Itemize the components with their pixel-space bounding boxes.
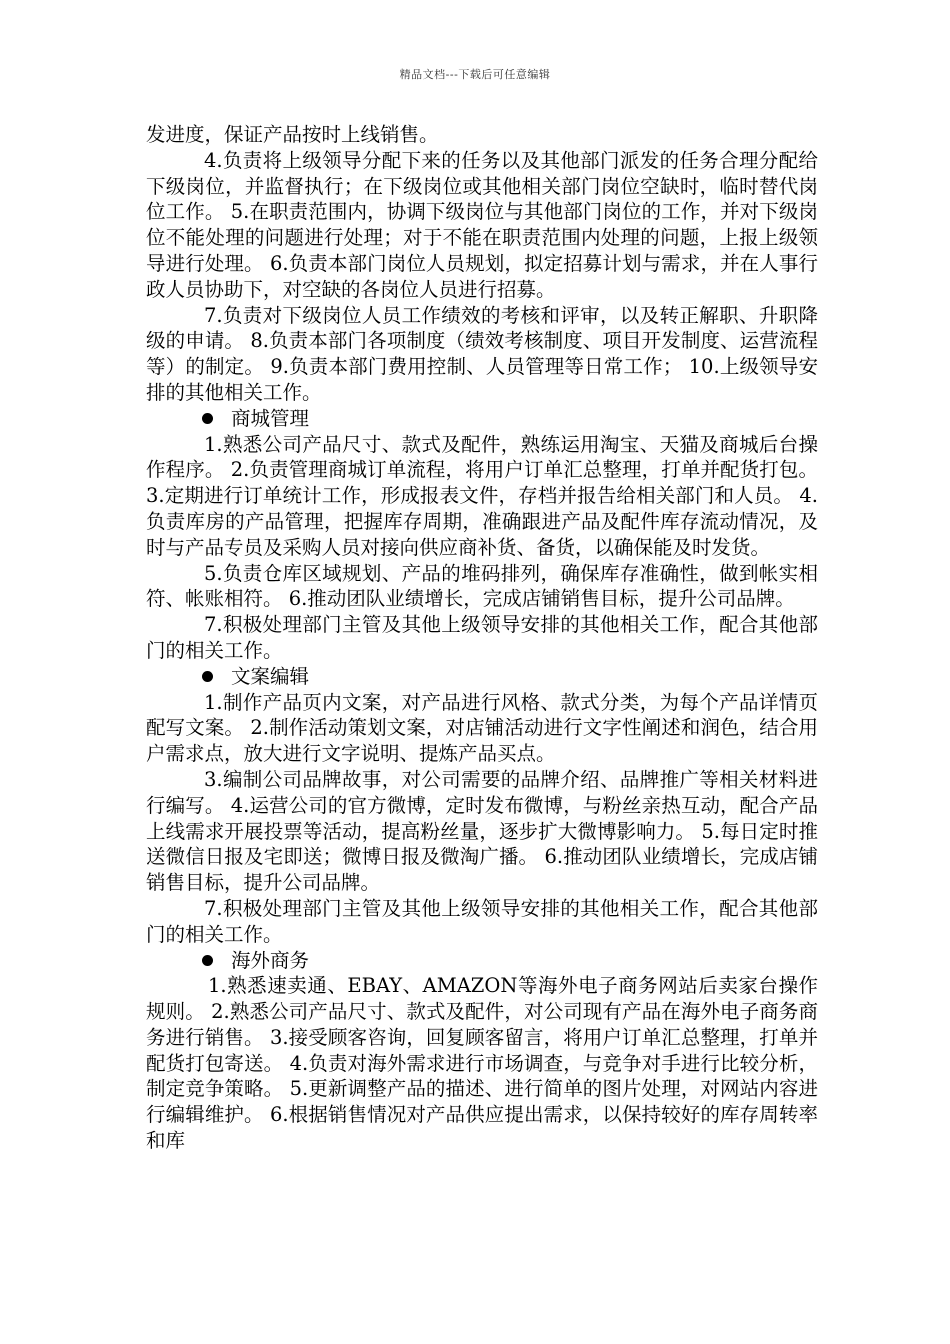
section-heading-mall-management (146, 406, 818, 432)
paragraph: 7.积极处理部门主管及其他上级领导安排的其他相关工作，配合其他部门的相关工作。 (146, 896, 818, 946)
paragraph: 5.负责仓库区域规划、产品的堆码排列，确保库存准确性，做到帐实相符、帐账相符。 6.推动团队业绩增长，完成店铺销售目标，提升公司品牌。 (146, 561, 818, 611)
document-body (146, 122, 818, 1154)
bullet-icon (202, 955, 213, 966)
paragraph: 发进度，保证产品按时上线销售。 (146, 123, 439, 146)
section-heading-label: 海外商务 (231, 948, 310, 972)
paragraph: 3.编制公司品牌故事，对公司需要的品牌介绍、品牌推广等相关材料进行编写。 4.运营公司的官方微博，定时发布微博，与粉丝亲热互动，配合产品上线需求开展投票等活动，提高粉丝量，逐步扩大微博影响力。 5.每日定时推送微信日报及宅即送；微博日报及微淘广播。 6.推动团队业绩增长，完成店铺销售目标，提升公司品牌。 (146, 767, 818, 895)
section-heading-copywriting (146, 664, 818, 690)
paragraph: 1.制作产品页内文案，对产品进行风格、款式分类，为每个产品详情页配写文案。 2.制作活动策划文案，对店铺活动进行文字性阐述和润色，结合用户需求点，放大进行文字说明、提炼产品买点。 (146, 690, 818, 766)
section-heading-label: 文案编辑 (231, 664, 310, 688)
paragraph: 7.负责对下级岗位人员工作绩效的考核和评审，以及转正解职、升职降级的申请。 8.负责本部门各项制度（绩效考核制度、项目开发制度、运营流程等）的制定。 9.负责本部门费用控制、人员管理等日常工作； 10.上级领导安排的其他相关工作。 (146, 303, 818, 404)
page-header: 精品文档---下载后可任意编辑 (399, 68, 551, 81)
section-heading-label: 商城管理 (231, 406, 310, 430)
paragraph: 4.负责将上级领导分配下来的任务以及其他部门派发的任务合理分配给下级岗位，并监督执行；在下级岗位或其他相关部门岗位空缺时，临时替代岗位工作。 5.在职责范围内，协调下级岗位与其他部门岗位的工作，并对下级岗位不能处理的问题进行处理；对于不能在职责范围内处理的问题，上报上级领导进行处理。 6.负责本部门岗位人员规划，拟定招募计划与需求，并在人事行政人员协助下，对空缺的各岗位人员进行招募。 (146, 148, 818, 301)
paragraph: 1.熟悉速卖通、EBAY、AMAZON等海外电子商务网站后卖家台操作规则。 2.熟悉公司产品尺寸、款式及配件，对公司现有产品在海外电子商务商务进行销售。 3.接受顾客咨询，回复顾客留言，将用户订单汇总整理，打单并配货打包寄送。 4.负责对海外需求进行市场调查，与竞争对手进行比较分析，制定竞争策略。 5.更新调整产品的描述、进行简单的图片处理，对网站内容进行编辑维护。 6.根据销售情况对产品供应提出需求，以保持较好的库存周转率和库 (146, 974, 818, 1153)
paragraph: 1.熟悉公司产品尺寸、款式及配件，熟练运用淘宝、天猫及商城后台操作程序。 2.负责管理商城订单流程，将用户订单汇总整理，打单并配货打包。 3.定期进行订单统计工作，形成报表文件，存档并报告给相关部门和人员。 4.负责库房的产品管理，把握库存周期，准确跟进产品及配件库存流动情况，及时与产品专员及采购人员对接向供应商补货、备货，以确保能及时发货。 (146, 432, 818, 559)
paragraph: 7.积极处理部门主管及其他上级领导安排的其他相关工作，配合其他部门的相关工作。 (146, 613, 818, 662)
bullet-icon (202, 413, 213, 424)
bullet-icon (202, 671, 213, 682)
section-heading-overseas-business (146, 948, 818, 974)
